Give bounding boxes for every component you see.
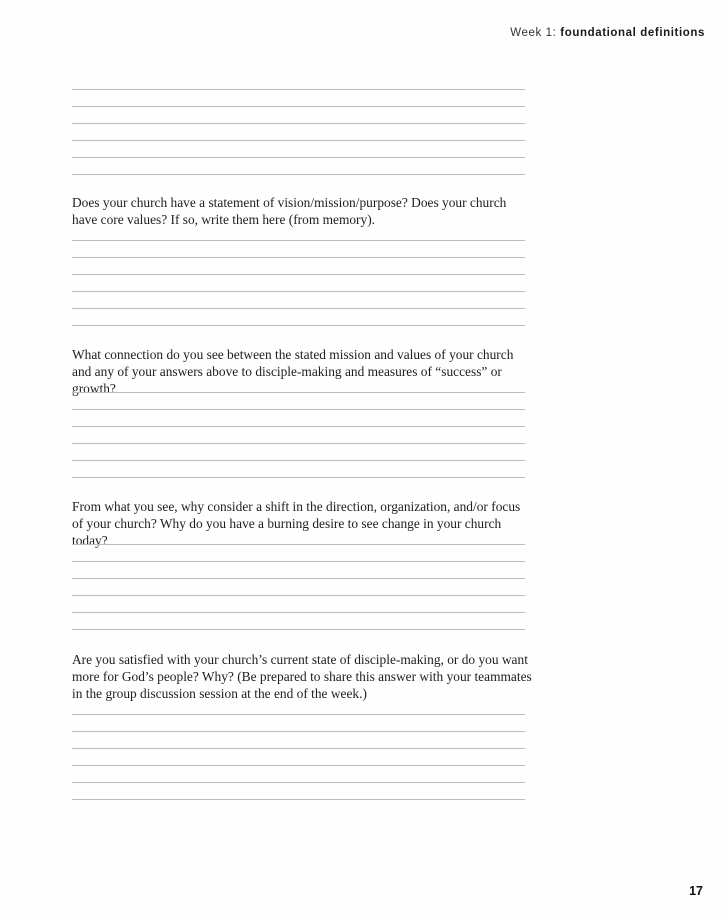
writing-line bbox=[72, 799, 525, 800]
writing-line bbox=[72, 392, 525, 393]
answer-lines-0[interactable] bbox=[72, 89, 525, 175]
writing-line bbox=[72, 274, 525, 275]
section-title: foundational definitions bbox=[560, 27, 705, 39]
writing-line bbox=[72, 477, 525, 478]
answer-lines-2[interactable] bbox=[72, 392, 525, 478]
page-number: 17 bbox=[689, 884, 703, 898]
writing-line bbox=[72, 544, 525, 545]
writing-line bbox=[72, 426, 525, 427]
running-head bbox=[510, 27, 705, 39]
week-label: Week 1: bbox=[510, 27, 557, 39]
writing-line bbox=[72, 443, 525, 444]
writing-line bbox=[72, 325, 525, 326]
writing-line bbox=[72, 291, 525, 292]
answer-lines-3[interactable] bbox=[72, 544, 525, 630]
writing-line bbox=[72, 308, 525, 309]
writing-line bbox=[72, 782, 525, 783]
question-3: From what you see, why consider a shift in the direction, organization, and/or focus of your church? Why do you have a burning desire to see change in your church today? bbox=[72, 499, 521, 548]
writing-line bbox=[72, 257, 525, 258]
writing-line bbox=[72, 106, 525, 107]
question-4: Are you satisfied with your church’s current state of disciple-making, or do you want more for God’s people? Why? (Be prepared to share this answer with your teammates in the group discussion session at the end of the week.) bbox=[72, 652, 532, 701]
answer-lines-4[interactable] bbox=[72, 714, 525, 800]
writing-line bbox=[72, 174, 525, 175]
writing-line bbox=[72, 157, 525, 158]
writing-line bbox=[72, 240, 525, 241]
writing-line bbox=[72, 89, 525, 90]
writing-line bbox=[72, 123, 525, 124]
question-1: Does your church have a statement of vision/mission/purpose? Does your church have core values? If so, write them here (from memory). bbox=[72, 195, 507, 227]
writing-line bbox=[72, 748, 525, 749]
writing-line bbox=[72, 409, 525, 410]
writing-line bbox=[72, 578, 525, 579]
question-2: What connection do you see between the stated mission and values of your church and any of your answers above to disciple-making and measures of “success” or growth? bbox=[72, 347, 514, 396]
writing-line bbox=[72, 765, 525, 766]
writing-line bbox=[72, 595, 525, 596]
answer-lines-1[interactable] bbox=[72, 240, 525, 326]
writing-line bbox=[72, 714, 525, 715]
writing-line bbox=[72, 460, 525, 461]
writing-line bbox=[72, 612, 525, 613]
writing-line bbox=[72, 629, 525, 630]
writing-line bbox=[72, 140, 525, 141]
writing-line bbox=[72, 731, 525, 732]
writing-line bbox=[72, 561, 525, 562]
